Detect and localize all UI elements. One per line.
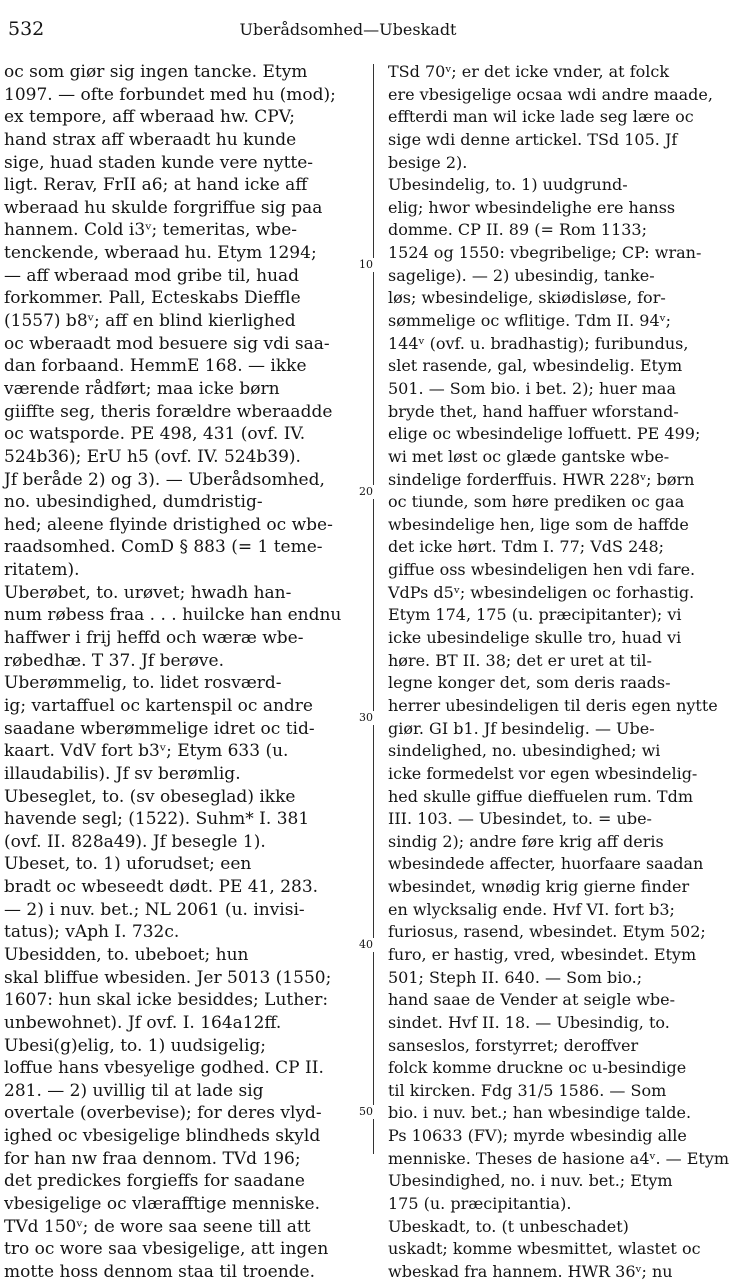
text-line: elige oc wbesindelige loffuett. PE 499; [388,424,701,444]
text-line: overtale (overbevise); for deres vlyd- [4,1103,322,1124]
column-rule [373,64,374,1154]
text-line: menniske. Theses de hasione a4ᵛ. — Etym [388,1148,729,1168]
text-line: Ubesindighed, no. i nuv. bet.; Etym [388,1171,673,1191]
text-line: høre. BT II. 38; det er uret at til- [388,650,652,670]
text-line: — aff wberaad mod gribe til, huad [4,265,300,286]
text-line: sagelige). — 2) ubesindig, tanke- [388,265,655,285]
text-line: det icke hørt. Tdm I. 77; VdS 248; [388,537,665,557]
text-line: icke formedelst vor egen wbesindelig- [388,763,698,783]
line-number: 40 [356,938,376,952]
text-line: tro oc wore saa vbesigelige, att ingen [4,1239,329,1260]
text-line: sindig 2); andre føre krig aff deris [388,831,664,851]
text-line: oc som giør sig ingen tancke. Etym [4,62,308,82]
text-line: 1524 og 1550: vbegribelige; CP: wran- [388,243,702,263]
text-line: løs; wbesindelige, skiødisløse, for- [388,288,666,308]
line-number: 50 [356,1105,376,1119]
text-line: slet rasende, gal, wbesindelig. Etym [388,356,683,376]
text-line: ighed oc vbesigelige blindheds skyld [4,1126,321,1147]
text-line: ere vbesigelige ocsaa wdi andre maade, [388,84,713,104]
text-line: røbedhæ. T 37. Jf berøve. [4,650,224,671]
text-line: sindet. Hvf II. 18. — Ubesindig, to. [388,1012,670,1032]
text-line: illaudabilis). Jf sv berømlig. [4,763,241,784]
text-line: loffue hans vbesyelige godhed. CP II. [4,1058,324,1079]
text-line: Etym 174, 175 (u. præcipitanter); vi [388,605,682,625]
text-line: haffwer i frij heffd och wæræ wbe- [4,628,304,649]
text-line: til kircken. Fdg 31/5 1586. — Som [388,1080,667,1100]
text-line: sindelighed, no. ubesindighed; wi [388,741,661,761]
text-line: hand strax aff wberaadt hu kunde [4,129,297,150]
text-line: giiffte seg, theris forældre wberaadde [4,401,333,422]
text-line: 501; Steph II. 640. — Som bio.; [388,967,643,987]
text-line: giør. GI b1. Jf besindelig. — Ube- [388,718,655,738]
text-line: elig; hwor wbesindelighe ere hanss [388,197,676,217]
text-line: icke ubesindelige skulle tro, huad vi [388,628,682,648]
text-line: 524b36); ErU h5 (ovf. IV. 524b39). [4,446,301,467]
text-line: 281. — 2) uvillig til at lade sig [4,1080,264,1101]
text-line: motte hoss dennom staa til troende. [4,1261,316,1282]
text-line: det predickes forgieffs for saadane [4,1171,305,1192]
text-line: wbesindede affecter, huorfaare saadan [388,854,704,874]
text-line: bio. i nuv. bet.; han wbesindige talde. [388,1103,692,1123]
text-line: kaart. VdV fort b3ᵛ; Etym 633 (u. [4,741,289,762]
text-line: ig; vartaffuel oc kartenspil oc andre [4,695,313,716]
right-column [388,61,729,1284]
text-line: besige 2). [388,152,468,172]
text-line: forkommer. Pall, Ecteskabs Dieffle [4,288,301,309]
text-line: III. 103. — Ubesindet, to. = ube- [388,809,652,829]
text-line: raadsomhed. ComD § 883 (= 1 teme- [4,537,323,558]
text-line: giffue oss wbesindeligen hen vdi fare. [388,560,696,580]
text-line: Ubesindelig, to. 1) uudgrund- [388,175,628,195]
text-line: havende segl; (1522). Suhm* I. 381 [4,809,310,830]
page-number: 532 [8,18,45,40]
text-line: en wlycksalig ende. Hvf VI. fort b3; [388,899,675,919]
text-line: wi met løst oc glæde gantske wbe- [388,446,670,466]
text-line: 1607: hun skal icke besiddes; Luther: [4,990,329,1011]
text-line: domme. CP II. 89 (= Rom 1133; [388,220,647,240]
text-line: Uberømmelig, to. lidet rosværd- [4,673,282,694]
text-line: ligt. Rerav, FrII a6; at hand icke aff [4,175,308,196]
text-line: hed; aleene flyinde dristighed oc wbe- [4,514,333,535]
text-line: Ubeskadt, to. (t unbeschadet) [388,1216,629,1236]
running-title: Uberådsomhed—Ubeskadt [239,20,457,39]
left-column [4,61,358,1284]
text-line: VdPs d5ᵛ; wbesindeligen oc forhastig. [388,582,695,602]
text-line: oc tiunde, som høre prediken oc gaa [388,492,685,512]
text-line: saadane wberømmelige idret oc tid- [4,718,315,739]
text-line: — 2) i nuv. bet.; NL 2061 (u. invisi- [4,899,305,920]
text-line: dan forbaand. HemmE 168. — ikke [4,356,307,377]
text-line: uskadt; komme wbesmittet, wlastet oc [388,1239,701,1259]
text-line: vbesigelige oc vlærafftige menniske. [4,1194,321,1215]
text-line: oc wberaadt mod besuere sig vdi saa- [4,333,330,354]
text-line: Ubesidden, to. ubeboet; hun [4,944,249,965]
text-line: bryde thet, hand haffuer wforstand- [388,401,679,421]
text-line: Ubesi(g)elig, to. 1) uudsigelig; [4,1035,266,1056]
text-line: legne konger det, som deris raads- [388,673,671,693]
text-line: sømmelige oc wflitige. Tdm II. 94ᵛ; [388,311,671,331]
text-line: 1097. — ofte forbundet med hu (mod); [4,84,336,105]
text-line: 175 (u. præcipitantia). [388,1194,572,1214]
text-line: skal bliffue wbesiden. Jer 5013 (1550; [4,967,332,988]
line-number: 20 [356,485,376,499]
line-number: 30 [356,711,376,725]
text-line: Ps 10633 (FV); myrde wbesindig alle [388,1126,687,1146]
text-line: 501. — Som bio. i bet. 2); huer maa [388,378,677,398]
text-line: Jf beråde 2) og 3). — Uberådsomhed, [4,469,325,490]
page-header [8,18,688,44]
text-line: (ovf. II. 828a49). Jf besegle 1). [4,831,266,852]
text-line: hed skulle giffue dieffuelen rum. Tdm [388,786,694,806]
text-line: furiosus, rasend, wbesindet. Etym 502; [388,922,706,942]
text-line: tatus); vAph I. 732c. [4,922,180,943]
text-line: furo, er hastig, vred, wbesindet. Etym [388,944,697,964]
text-line: wbesindet, wnødig krig gierne finder [388,877,690,897]
text-line: num røbess fraa . . . huilcke han endnu [4,605,342,626]
line-number: 10 [356,258,376,272]
text-line: ex tempore, aff wberaad hw. CPV; [4,107,296,128]
text-line: wbeskad fra hannem. HWR 36ᵛ; nu [388,1261,673,1281]
text-line: effterdi man wil icke lade seg lære oc [388,107,694,127]
text-line: 144ᵛ (ovf. u. bradhastig); furibundus, [388,333,689,353]
text-line: Uberøbet, to. urøvet; hwadh han- [4,582,292,603]
text-line: for han nw fraa dennom. TVd 196; [4,1148,301,1169]
text-line: folck komme druckne oc u-besindige [388,1058,687,1078]
text-line: tenckende, wberaad hu. Etym 1294; [4,243,317,264]
text-line: wberaad hu skulde forgriffue sig paa [4,197,323,218]
text-line: bradt oc wbeseedt dødt. PE 41, 283. [4,877,319,898]
text-line: TVd 150ᵛ; de wore saa seene till att [4,1216,311,1237]
text-line: sindelige forderffuis. HWR 228ᵛ; børn [388,469,695,489]
text-line: Ubeset, to. 1) uforudset; een [4,854,252,875]
text-line: sanseslos, forstyrret; deroffver [388,1035,639,1055]
text-line: herrer ubesindeligen til deris egen nytte [388,695,718,715]
text-line: hand saae de Vender at seigle wbe- [388,990,675,1010]
text-line: sige wdi denne artickel. TSd 105. Jf [388,129,678,149]
text-line: sige, huad staden kunde vere nytte- [4,152,314,173]
text-line: hannem. Cold i3ᵛ; temeritas, wbe- [4,220,298,241]
text-line: oc watsporde. PE 498, 431 (ovf. IV. [4,424,306,445]
text-line: Ubeseglet, to. (sv obeseglad) ikke [4,786,296,807]
text-line: wbesindelige hen, lige som de haffde [388,514,689,534]
text-line: (1557) b8ᵛ; aff en blind kierlighed [4,311,296,332]
text-line: unbewohnet). Jf ovf. I. 164a12ff. [4,1012,282,1033]
text-line: ritatem). [4,560,80,581]
text-line: værende rådført; maa icke børn [4,378,280,399]
text-line: no. ubesindighed, dumdristig- [4,492,263,513]
text-line: TSd 70ᵛ; er det icke vnder, at folck [388,62,670,81]
